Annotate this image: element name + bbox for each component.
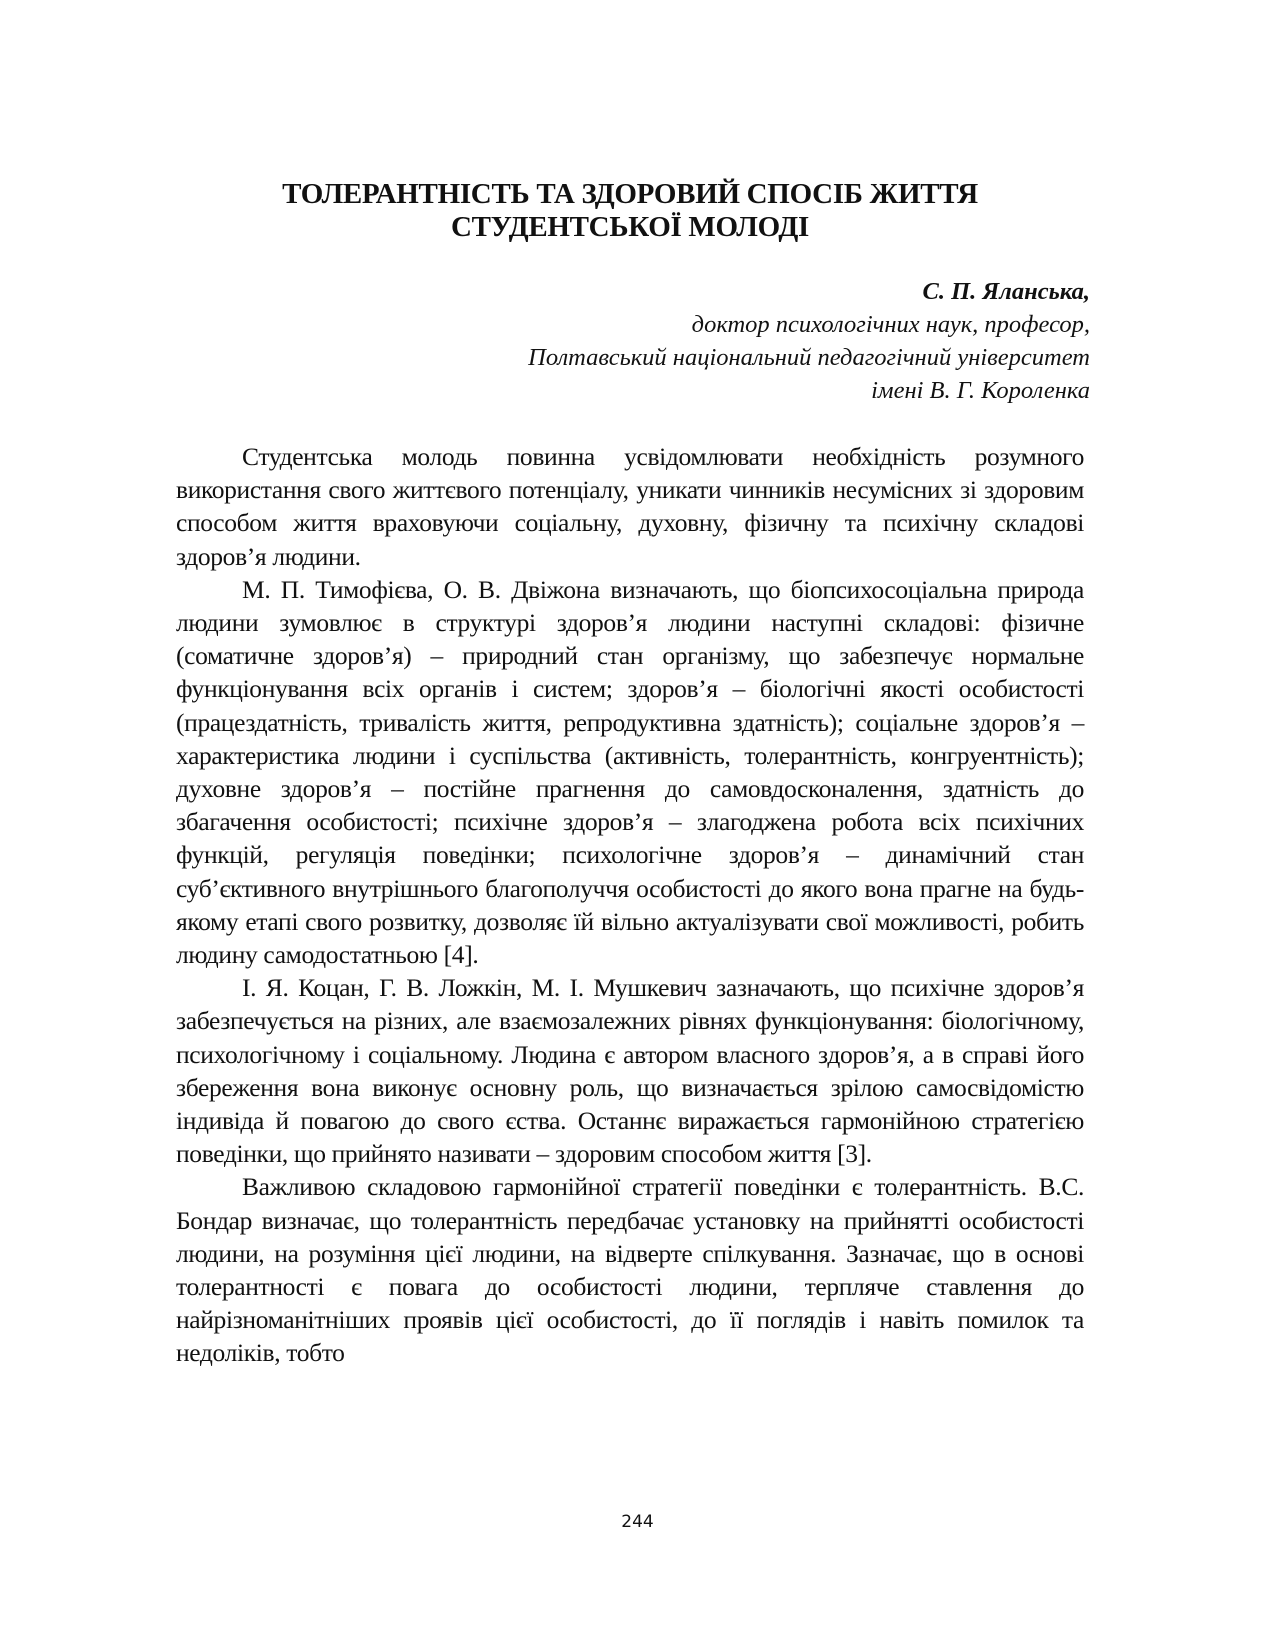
author-affiliation-line-1: Полтавський національний педагогічний університет [528, 344, 1090, 371]
author-degree: доктор психологічних наук, професор, [691, 311, 1090, 338]
page-number: 244 [621, 1512, 654, 1532]
article-title [175, 178, 1085, 244]
author-affiliation-line-2: імені В. Г. Короленка [871, 377, 1090, 404]
author-block [528, 275, 1090, 407]
article-body [176, 440, 1084, 1370]
paragraph-2: М. П. Тимофієва, О. В. Двіжона визначають, що біопсихосоціальна природа людини зумовлює в структурі здоров’я людини наступні складові: фізичне (соматичне здоров’я) – природний стан організму, що забезпечує нормальне функціонування всіх органів і систем; здоров’я – біологічні якості особистості (працездатність, тривалість життя, репродуктивна здатність); соціальне здоров’я – характеристика людини і суспільства (активність, толерантність, конгруентність); духовне здоров’я – постійне прагнення до самовдосконалення, здатність до збагачення особистості; психічне здоров’я – злагоджена робота всіх психічних функцій, регуляція поведінки; психологічне здоров’я – динамічний стан суб’єктивного внутрішнього благополуччя особистості до якого вона прагне на будь-якому етапі свого розвитку, дозволяє їй вільно актуалізувати свої можливості, робить людину самодостатньою [4]. [176, 574, 1084, 970]
author-name: С. П. Яланська, [922, 278, 1090, 305]
title-line-2: СТУДЕНТСЬКОЇ МОЛОДІ [450, 211, 810, 243]
paragraph-3: І. Я. Коцан, Г. В. Ложкін, М. І. Мушкевич зазначають, що психічне здоров’я забезпечується на різних, але взаємозалежних рівнях функціонування: біологічному, психологічному і соціальному. Людина є автором власного здоров’я, а в справі його збереження вона виконує основну роль, що визначається зрілою самосвідомістю індивіда й повагою до свого єства. Останнє виражається гармонійною стратегією поведінки, що прийнято називати – здоровим способом життя [3]. [176, 973, 1084, 1169]
title-line-1: ТОЛЕРАНТНІСТЬ ТА ЗДОРОВИЙ СПОСІБ ЖИТТЯ [282, 178, 978, 210]
paragraph-4: Важливою складовою гармонійної стратегії поведінки є толерантність. В.С. Бондар визначає, що толерантність передбачає установку на прийнятті особистості людини, на розуміння цієї людини, на відверте спілкування. Зазначає, що в основі толерантності є повага до особистості людини, терпляче ставлення до найрізноманітніших проявів цієї особистості, до її поглядів і навіть помилок та недоліків, тобто [176, 1172, 1084, 1368]
paragraph-1: Студентська молодь повинна усвідомлювати необхідність розумного використання свого життєвого потенціалу, уникати чинників несумісних зі здоровим способом життя враховуючи соціальну, духовну, фізичну та психічну складові здоров’я людини. [176, 442, 1084, 571]
